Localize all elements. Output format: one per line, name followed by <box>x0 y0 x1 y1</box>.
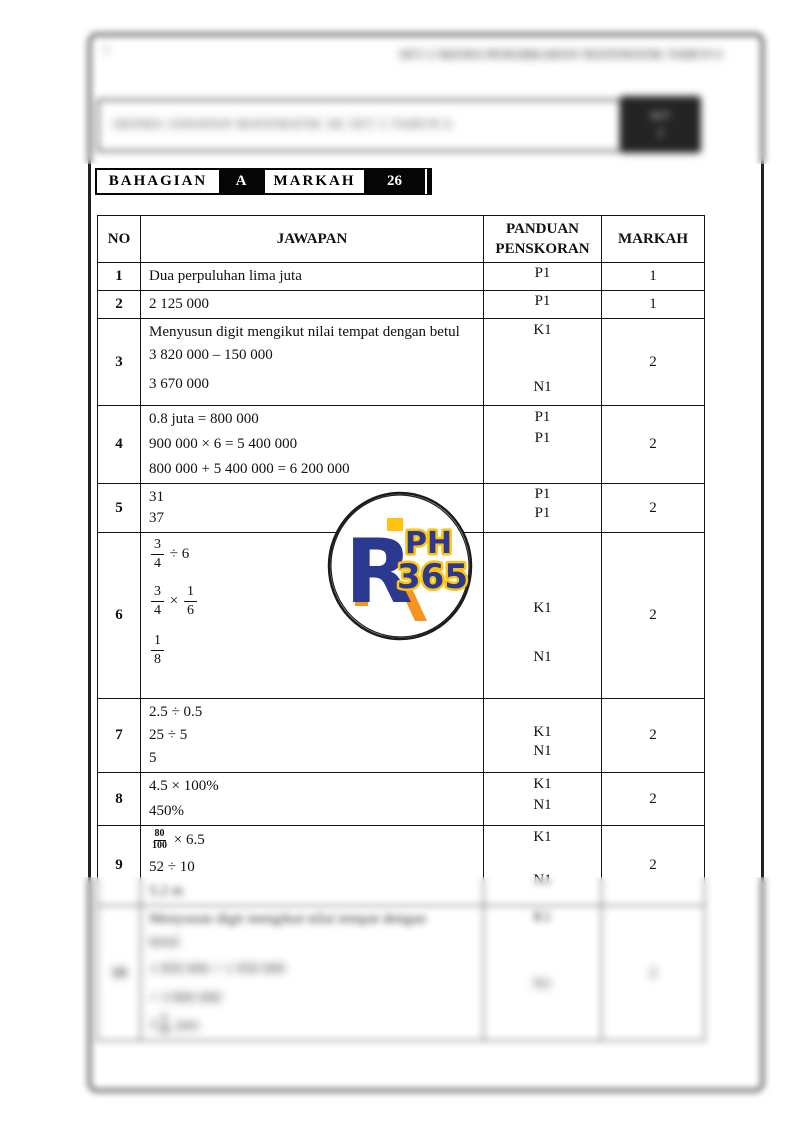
answer-line: = 3 800 000 <box>149 990 222 1006</box>
cell-panduan <box>484 699 602 773</box>
score-label: P1 <box>534 265 551 281</box>
rph365-watermark-logo <box>325 489 475 644</box>
score-label: N1 <box>533 976 552 992</box>
score-label: N1 <box>533 872 552 888</box>
answer-line: 3 $\frac{8}{10}$ juta <box>149 1013 199 1036</box>
col-header-jawapan: JAWAPAN <box>141 216 484 263</box>
cell-markah: 1 <box>602 263 705 291</box>
answer-line: 800 000 + 5 400 000 = 6 200 000 <box>149 461 350 477</box>
cell-panduan <box>484 533 602 699</box>
cell-jawapan <box>141 906 484 1041</box>
score-label: K1 <box>533 724 552 740</box>
fraction: $\frac{80}{100}$ <box>152 828 167 851</box>
table-row <box>98 906 705 1041</box>
cell-markah: 2 <box>602 826 705 906</box>
fraction: $\frac{8}{10}$ <box>159 1013 170 1036</box>
cell-jawapan <box>141 826 484 906</box>
cell-no: 7 <box>98 699 141 773</box>
cell-jawapan <box>141 773 484 826</box>
markah-value: 26 <box>387 173 402 189</box>
cell-markah: 2 <box>602 484 705 533</box>
score-label: K1 <box>533 600 552 616</box>
score-label: N1 <box>533 797 552 813</box>
score-label: N1 <box>533 379 552 395</box>
cell-jawapan <box>141 699 484 773</box>
bahagian-value: A <box>235 173 247 189</box>
answer-line: 900 000 × 6 = 5 400 000 <box>149 436 298 452</box>
table-row <box>98 319 705 406</box>
answer-line: betul <box>149 934 179 950</box>
answer-line: Dua perpuluhan lima juta <box>149 268 302 284</box>
score-label: K1 <box>533 776 552 792</box>
logo-number-365: 365 <box>397 557 468 597</box>
cell-panduan <box>484 826 602 906</box>
table-row <box>98 263 705 291</box>
score-label: N1 <box>533 649 552 665</box>
cell-panduan <box>484 291 602 319</box>
markah-label: MARKAH <box>265 170 364 193</box>
answer-line: 5 <box>149 750 157 766</box>
scanned-page <box>88 33 764 1092</box>
answer-line: 31 <box>149 489 164 505</box>
col-header-no: NO <box>98 216 141 263</box>
title-text: SKEMA JAWAPAN MATEMATIK SK SET 2 TAHUN 6 <box>113 116 453 131</box>
fraction: $\frac{3}{4}$ <box>151 585 164 618</box>
section-bar-divider <box>425 169 427 194</box>
cell-panduan <box>484 263 602 291</box>
answer-line: 5.2 m <box>149 883 184 899</box>
answer-line: $\frac{80}{100}$ × 6.5 <box>152 828 205 851</box>
cell-no: 4 <box>98 406 141 484</box>
table-row <box>98 406 705 484</box>
cell-panduan <box>484 906 602 1041</box>
cell-jawapan <box>141 406 484 484</box>
cell-panduan <box>484 319 602 406</box>
logo-word-ph: PH <box>405 526 453 561</box>
cell-no: 10 <box>98 906 141 1041</box>
cell-no: 3 <box>98 319 141 406</box>
score-label: N1 <box>533 743 552 759</box>
score-label: K1 <box>533 322 552 338</box>
fraction: $\frac{1}{6}$ <box>184 585 197 618</box>
section-bar <box>95 168 432 195</box>
table-row <box>98 773 705 826</box>
score-label: K1 <box>533 909 552 925</box>
answer-line: 52 ÷ 10 <box>149 859 195 875</box>
answer-line: 2 125 000 <box>149 296 209 312</box>
table-header-row <box>98 216 705 263</box>
cell-no: 6 <box>98 533 141 699</box>
answer-line: 2.5 ÷ 0.5 <box>149 704 203 720</box>
cell-jawapan <box>141 291 484 319</box>
answer-line: Menyusun digit mengikut nilai tempat dengan <box>149 911 427 927</box>
score-label: P1 <box>534 409 551 425</box>
badge-set-label: SET <box>650 110 671 122</box>
answer-line: 0.8 juta = 800 000 <box>149 411 259 427</box>
cell-no: 8 <box>98 773 141 826</box>
cell-markah: 2 <box>602 319 705 406</box>
fraction: $\frac{3}{4}$ <box>151 538 164 571</box>
cell-markah: 2 <box>602 699 705 773</box>
score-label: K1 <box>533 829 552 845</box>
answer-line: 4.5 × 100% <box>149 778 219 794</box>
score-label: P1 <box>534 430 551 446</box>
answer-line: 25 ÷ 5 <box>149 727 188 743</box>
cell-jawapan <box>141 263 484 291</box>
answer-line: $\frac{3}{4}$ ÷ 6 <box>149 538 475 571</box>
cell-panduan <box>484 773 602 826</box>
answer-line: $\frac{3}{4}$ × $\frac{1}{6}$ <box>149 585 475 618</box>
bahagian-label: BAHAGIAN <box>97 170 219 193</box>
table-row <box>98 699 705 773</box>
cell-panduan <box>484 484 602 533</box>
cell-markah: 2 <box>602 906 705 1041</box>
cell-no: 1 <box>98 263 141 291</box>
answer-line: Menyusun digit mengikut nilai tempat dengan betul <box>149 324 460 340</box>
score-label: P1 <box>534 486 551 502</box>
page-number: 2 <box>103 44 109 56</box>
cell-markah: 1 <box>602 291 705 319</box>
col-header-markah: MARKAH <box>602 216 705 263</box>
answer-line: 450% <box>149 803 184 819</box>
answer-line: 3 820 000 – 150 000 <box>149 347 273 363</box>
fraction: $\frac{1}{8}$ <box>151 634 164 667</box>
badge-set-number: 2 <box>657 126 664 139</box>
table-row <box>98 291 705 319</box>
cell-no: 5 <box>98 484 141 533</box>
cell-markah: 2 <box>602 406 705 484</box>
table-row <box>98 826 705 906</box>
col-header-panduan: PANDUAN PENSKORAN <box>484 216 602 263</box>
cell-markah: 2 <box>602 773 705 826</box>
answer-line: 37 <box>149 510 164 526</box>
cell-no: 9 <box>98 826 141 906</box>
answer-line: 3 670 000 <box>149 376 209 392</box>
logo-letter-r: R <box>345 520 413 623</box>
set-badge <box>620 96 701 153</box>
cell-no: 2 <box>98 291 141 319</box>
answer-line: 1 850 000 + 1 950 000 <box>149 961 285 977</box>
header-right-text: SET 2 SKEMA PEMARKAHAN MATEMATIK TAHUN 6 <box>399 47 722 61</box>
score-label: P1 <box>534 293 551 309</box>
title-box <box>97 99 622 152</box>
cell-jawapan <box>141 319 484 406</box>
score-label: P1 <box>534 505 551 521</box>
cell-markah: 2 <box>602 533 705 699</box>
cell-panduan <box>484 406 602 484</box>
